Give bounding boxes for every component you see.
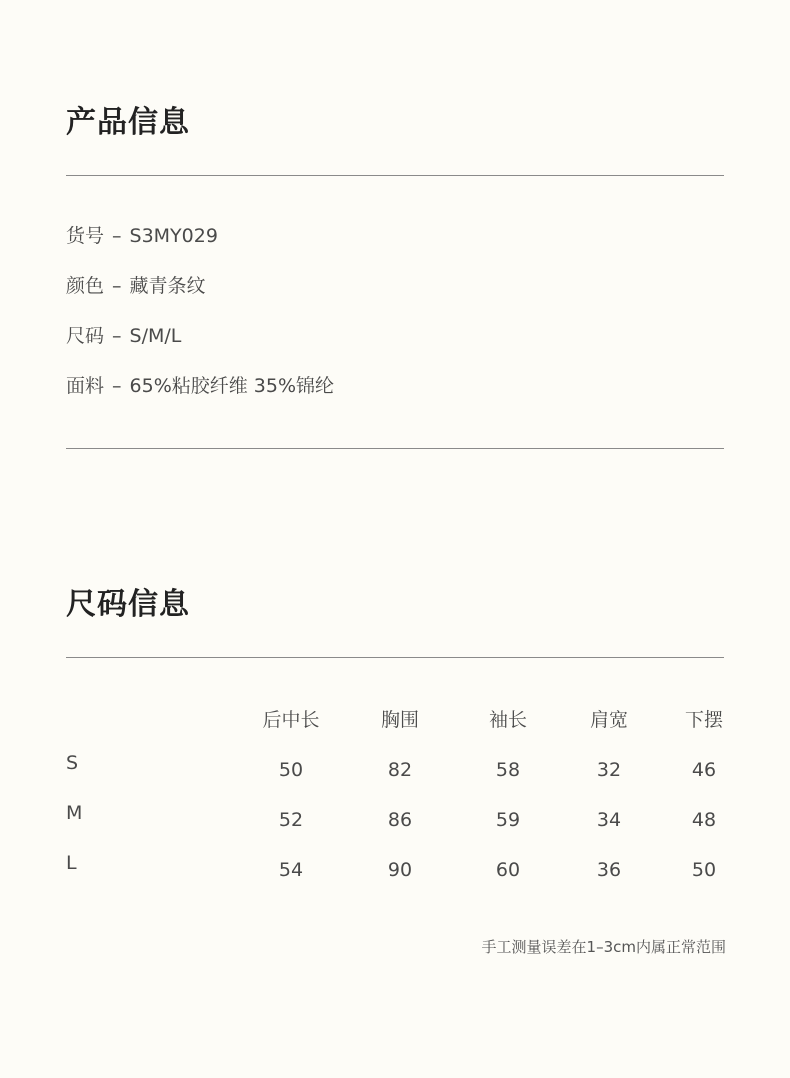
info-label: 货号 — [66, 225, 105, 247]
size-row-label: L — [66, 852, 77, 874]
size-column-header: 肩宽 — [589, 709, 628, 731]
info-value: 65%粘胶纤维 35%锦纶 — [129, 375, 335, 397]
size-cell: 90 — [387, 859, 413, 881]
size-column-header: 下摆 — [684, 709, 723, 731]
size-column-header: 胸围 — [380, 709, 419, 731]
size-cell: 82 — [387, 759, 413, 781]
size-row-label: S — [66, 752, 79, 774]
info-row-item-number — [66, 223, 218, 249]
product-info-divider-bottom — [66, 448, 724, 449]
info-value: 藏青条纹 — [129, 275, 206, 297]
product-info-divider-top — [66, 175, 724, 176]
measurement-note: 手工测量误差在1–3cm内属正常范围 — [481, 938, 726, 956]
info-label: 尺码 — [66, 325, 105, 347]
size-column-header: 袖长 — [488, 709, 527, 731]
info-separator: – — [112, 375, 122, 397]
info-value: S/M/L — [129, 325, 182, 347]
info-value: S3MY029 — [129, 225, 218, 247]
info-label: 面料 — [66, 375, 105, 397]
size-cell: 86 — [387, 809, 413, 831]
info-separator: – — [112, 325, 122, 347]
size-info-title: 尺码信息 — [66, 587, 190, 622]
info-label: 颜色 — [66, 275, 105, 297]
info-row-fabric — [66, 373, 334, 399]
size-cell: 34 — [596, 809, 622, 831]
size-column-header: 后中长 — [262, 709, 320, 731]
size-cell: 58 — [495, 759, 521, 781]
info-separator: – — [112, 225, 122, 247]
product-info-title: 产品信息 — [66, 105, 190, 140]
size-cell: 32 — [596, 759, 622, 781]
size-cell: 59 — [495, 809, 521, 831]
size-cell: 48 — [691, 809, 717, 831]
info-separator: – — [112, 275, 122, 297]
size-cell: 46 — [691, 759, 717, 781]
info-row-color — [66, 273, 206, 299]
size-row-label: M — [66, 802, 83, 824]
size-cell: 50 — [278, 759, 304, 781]
size-cell: 54 — [278, 859, 304, 881]
size-info-divider — [66, 657, 724, 658]
size-cell: 52 — [278, 809, 304, 831]
size-cell: 36 — [596, 859, 622, 881]
size-cell: 60 — [495, 859, 521, 881]
info-row-size — [66, 323, 181, 349]
size-cell: 50 — [691, 859, 717, 881]
